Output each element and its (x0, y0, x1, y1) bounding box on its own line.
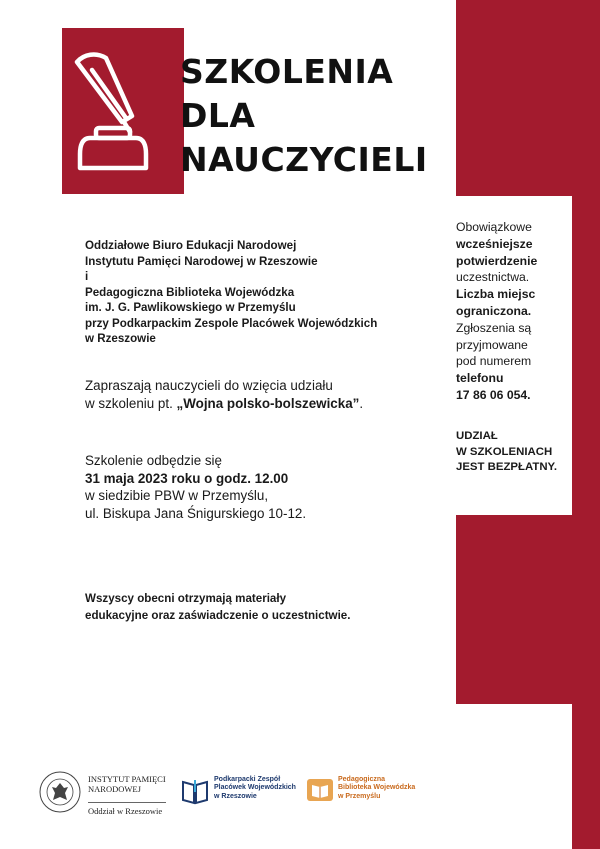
materials-line: edukacyjne oraz zaświadczenie o uczestnictwie. (85, 608, 351, 622)
info-line: przyjmowane (456, 337, 528, 352)
organizer-line: w Rzeszowie (85, 332, 156, 345)
ipn-logo (38, 770, 178, 818)
organizer-line: i (85, 270, 89, 283)
notice-line: JEST BEZPŁATNY. (456, 461, 558, 474)
library-book-icon (306, 776, 334, 804)
organizers-block (85, 238, 435, 347)
open-book-icon (180, 776, 210, 806)
quill-inkwell-icon (62, 28, 184, 194)
red-band-middle (456, 515, 600, 704)
registration-info (456, 219, 570, 404)
invitation-suffix: . (359, 395, 364, 411)
info-line: uczestnictwa. (456, 270, 530, 285)
notice-line: W SZKOLENIACH (456, 445, 553, 458)
logo-box (62, 28, 184, 194)
pbw-logo (306, 774, 436, 814)
pzp-name-line: Placówek Wojewódzkich (214, 784, 296, 792)
materials-line: Wszyscy obecni otrzymają materiały (85, 592, 287, 605)
organizer-line: Instytutu Pamięci Narodowej w Rzeszowie (85, 254, 318, 268)
pzp-logo (180, 774, 310, 814)
ipn-name-line: NARODOWEJ (88, 784, 141, 794)
pbw-name-line: Biblioteka Wojewódzka (338, 784, 416, 792)
organizer-line: Oddziałowe Biuro Edukacji Narodowej (85, 239, 297, 252)
invitation-block (85, 377, 440, 412)
title-line: DLA (180, 96, 256, 135)
info-line: Zgłoszenia są (456, 320, 532, 335)
training-title: „Wojna polsko-bolszewicka” (176, 395, 360, 411)
info-line: telefonu (456, 371, 504, 386)
info-line: Obowiązkowe (456, 220, 532, 234)
organizer-line: im. J. G. Pawlikowskiego w Przemyślu (85, 301, 296, 314)
ipn-name-line: INSTYTUT PAMIĘCI (88, 774, 166, 784)
schedule-address: ul. Biskupa Jana Śnigurskiego 10-12. (85, 505, 307, 521)
red-band-top (456, 0, 600, 196)
organizer-line: Pedagogiczna Biblioteka Wojewódzka (85, 285, 295, 299)
free-participation-notice (456, 429, 570, 476)
pzp-name-line: Podkarpacki Zespół (214, 776, 281, 783)
materials-block (85, 591, 440, 624)
ipn-branch: Oddział w Rzeszowie (88, 802, 166, 816)
phone-number: 17 86 06 054. (456, 387, 531, 402)
info-line: wcześniejsze (456, 236, 533, 251)
organizer-line: przy Podkarpackim Zespole Placówek Wojewódzkich (85, 316, 378, 330)
title-line: SZKOLENIA (180, 52, 394, 91)
footer-logos (0, 760, 456, 820)
schedule-date-time: 31 maja 2023 roku o godz. 12.00 (85, 470, 289, 486)
schedule-block (85, 452, 440, 522)
title-line: NAUCZYCIELI (180, 140, 428, 179)
info-line: pod numerem (456, 354, 532, 369)
info-line: ograniczona. (456, 303, 532, 318)
info-line: potwierdzenie (456, 253, 538, 268)
page-title (180, 50, 428, 182)
ipn-seal-icon (38, 770, 82, 814)
schedule-venue: w siedzibie PBW w Przemyślu, (85, 488, 269, 503)
pbw-name-line: w Przemyślu (338, 792, 381, 800)
pbw-name-line: Pedagogiczna (338, 776, 386, 783)
schedule-intro: Szkolenie odbędzie się (85, 453, 222, 468)
info-line: Liczba miejsc (456, 287, 536, 302)
invitation-line: Zapraszają nauczycieli do wzięcia udziału (85, 378, 333, 393)
notice-line: UDZIAŁ (456, 430, 498, 442)
pzp-name-line: w Rzeszowie (214, 792, 257, 800)
invitation-prefix: w szkoleniu pt. (85, 395, 177, 411)
invitation-line (85, 395, 440, 413)
